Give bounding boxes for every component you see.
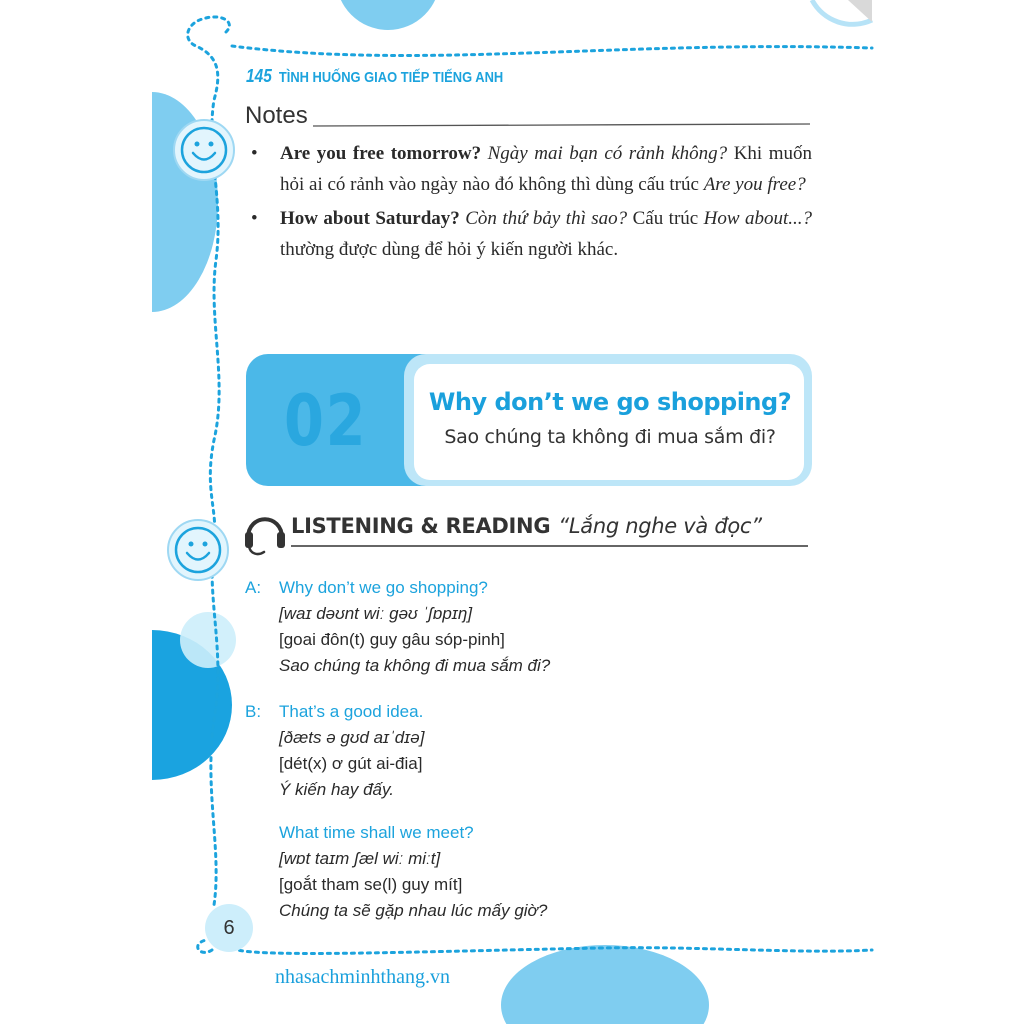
ipa-transcription: [waɪ dəʊnt wiː ɡəʊ ˈʃɒpɪŋ] [279,604,473,623]
bullet-icon: • [251,208,258,229]
page-number: 6 [223,917,235,939]
speaker-label: A: [245,578,262,597]
vietnamese-pronunciation: [goắt tham se(l) guy mít] [279,875,463,894]
lesson-subtitle: Sao chúng ta không đi mua sắm đi? [444,426,776,448]
website-link[interactable]: nhasachminhthang.vn [275,966,450,988]
notes-translation: Ngày mai bạn có rảnh không? [487,143,728,164]
vietnamese-translation: Sao chúng ta không đi mua sắm đi? [279,656,551,675]
notes-underline [313,124,810,126]
notes-explanation-end: thường được dùng để hỏi ý kiến người khác. [280,238,619,260]
notes-phrase: Are you free tomorrow? [280,143,482,164]
ipa-transcription: [ðæts ə ɡʊd aɪˈdɪə] [279,728,425,747]
section-heading [291,514,762,538]
english-sentence: What time shall we meet? [279,823,474,842]
bullet-icon: • [251,143,258,164]
vietnamese-pronunciation: [dét(x) ơ gút ai-đia] [279,754,423,773]
lesson-number: 02 [284,380,368,462]
speaker-label: B: [245,702,262,721]
notes-structure: Are you free? [703,173,806,195]
bottom-circle-decoration [501,945,709,1024]
english-sentence: Why don’t we go shopping? [279,578,488,597]
notes-explanation: Cấu trúc [632,208,699,229]
vietnamese-translation: Chúng ta sẽ gặp nhau lúc mấy giờ? [279,901,548,920]
book-header-title [246,66,503,87]
notes-phrase: How about Saturday? [280,208,460,229]
english-sentence: That’s a good idea. [279,702,424,721]
notes-list [246,139,812,269]
section-subtitle: “Lắng nghe và đọc” [558,514,762,538]
top-right-corner-decoration [848,0,872,22]
book-title: TÌNH HUỐNG GIAO TIẾP TIẾNG ANH [278,69,504,86]
vietnamese-pronunciation: [goai đôn(t) guy gâu sóp-pinh] [279,630,505,649]
banner-title-box [414,364,804,480]
lesson-title: Why don’t we go shopping? [428,388,792,416]
section-title: LISTENING & READING [291,514,551,538]
top-circle-decoration [336,0,440,30]
notes-item [246,204,812,265]
notes-translation: Còn thứ bảy thì sao? [465,208,628,229]
left-lower-light-circle-decoration [180,612,236,668]
smiley-face-icon [168,520,228,580]
smiley-face-icon [174,120,234,180]
notes-structure: How about...? [703,208,813,229]
notes-item [246,139,812,200]
ipa-transcription: [wɒt taɪm ʃæl wiː miːt] [279,849,441,868]
notes-heading: Notes [245,102,308,129]
notes-explanation: Khi muốn hỏi ai có rảnh vào ngày nào đó không thì dùng cấu trúc [280,143,812,195]
vietnamese-translation: Ý kiến hay đấy. [279,780,394,799]
headphones-icon [245,519,285,554]
book-number: 145 [246,66,272,86]
